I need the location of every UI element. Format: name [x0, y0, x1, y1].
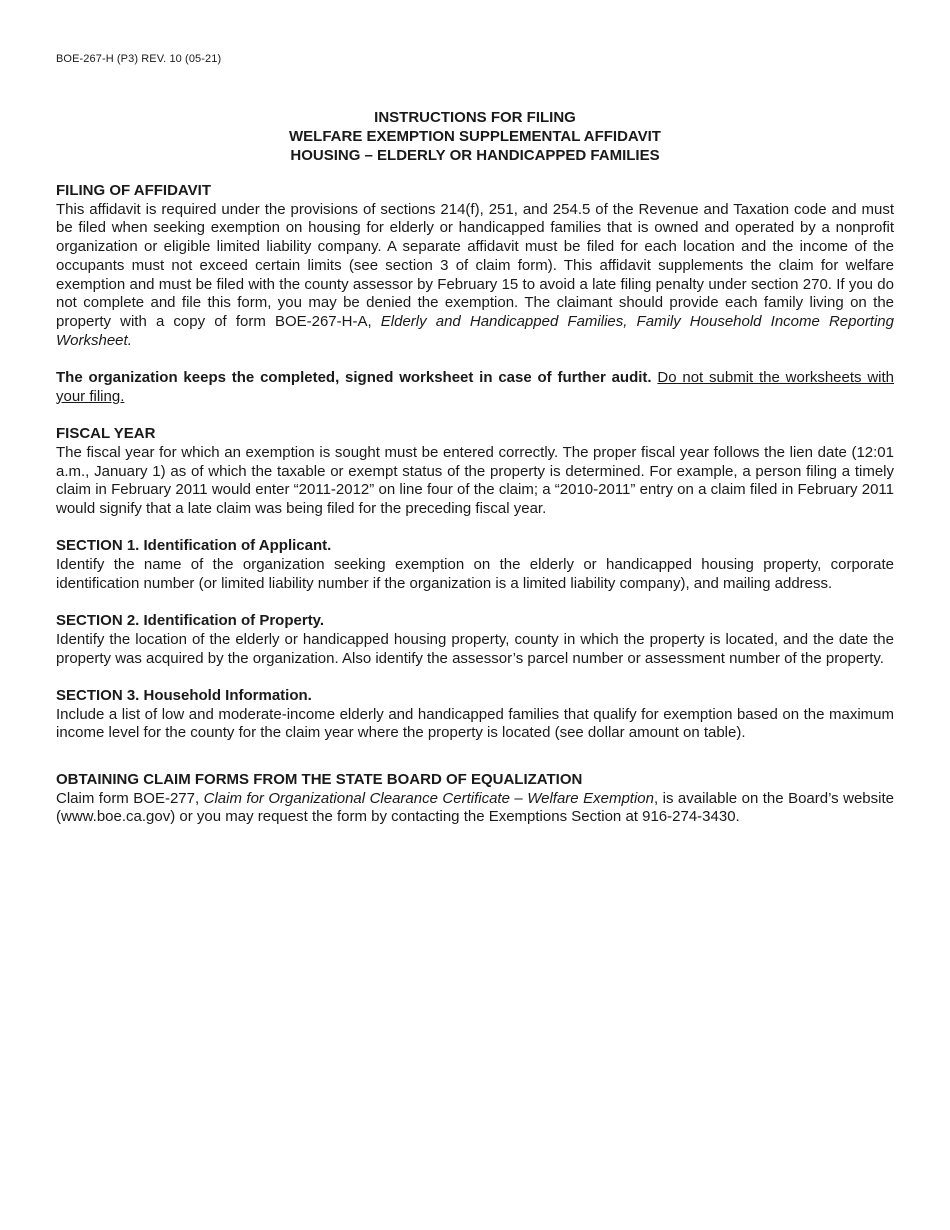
- obtaining-forms-heading: OBTAINING CLAIM FORMS FROM THE STATE BOARD OF EQUALIZATION: [56, 771, 583, 789]
- obtaining-forms-section: [56, 771, 894, 827]
- section-2: [56, 612, 894, 668]
- title-line-3: HOUSING – ELDERLY OR HANDICAPPED FAMILIES: [290, 147, 660, 164]
- filing-section: [56, 182, 894, 406]
- section-3-heading: SECTION 3. Household Information.: [56, 686, 312, 704]
- section-2-heading: SECTION 2. Identification of Property.: [56, 612, 325, 630]
- title-line-2: WELFARE EXEMPTION SUPPLEMENTAL AFFIDAVIT: [289, 128, 661, 145]
- audit-notice: [56, 369, 894, 406]
- document-title: [56, 108, 894, 165]
- filing-heading: FILING OF AFFIDAVIT: [56, 182, 211, 199]
- fiscal-year-body: The fiscal year for which an exemption is sought must be entered correctly. The proper fiscal year follows the lien date (12:01 a.m., January 1) as of which the taxable or exempt status of the property is determined. For example, a person filing a timely claim in February 2011 would enter “2011-2012” on line four of the claim; a “2010-2011” entry on a claim filed in February 2011 would signify that a late claim was being filed for the preceding fiscal year.: [56, 443, 894, 517]
- section-3: [56, 687, 894, 743]
- title-line-1: INSTRUCTIONS FOR FILING: [374, 109, 576, 126]
- obtaining-forms-body: [56, 790, 894, 827]
- filing-body-text: This affidavit is required under the provisions of sections 214(f), 251, and 254.5 of the Revenue and Taxation code and must be filed when seeking exemption on housing for elderly or handicapped families that is owned and operated by a nonprofit organization or eligible limited liability company. A separate affidavit must be filed for each location and the income of the occupants must not exceed certain limits (see section 3 of claim form). This affidavit supplements the claim for welfare exemption and must be filed with the county assessor by February 15 to avoid a late filing penalty under section 270. If you do not complete and file this form, you may be denied the exemption. The claimant should provide each family living on the property with a copy of form BOE-267-H-A,: [56, 200, 894, 330]
- fiscal-year-heading: FISCAL YEAR: [56, 425, 156, 443]
- form-id: BOE-267-H (P3) REV. 10 (05-21): [56, 53, 222, 65]
- section-1: [56, 537, 894, 593]
- document-body: [56, 182, 894, 827]
- obtaining-body-post: , is available on the Board’s website (www.boe.ca.gov) or you may request the form by contacting the Exemptions Section at 916-274-3430.: [56, 789, 894, 826]
- section-3-body: Include a list of low and moderate-income elderly and handicapped families that qualify for exemption based on the maximum income level for the county for the claim year where the property is located (see dollar amount on table).: [56, 705, 894, 742]
- section-1-body: Identify the name of the organization seeking exemption on the elderly or handicapped housing property, corporate identification number (or limited liability number if the organization is a limited liability company), and mailing address.: [56, 556, 894, 592]
- worksheet-title: Elderly and Handicapped Families, Family Household Income Reporting Worksheet.: [56, 312, 894, 349]
- obtaining-body-pre: Claim form BOE-277,: [56, 789, 204, 807]
- section-2-body: Identify the location of the elderly or handicapped housing property, county in which the property is located, and the date the property was acquired by the organization. Also identify the assessor’s parcel number or assessment number of the property.: [56, 630, 894, 667]
- section-1-heading: SECTION 1. Identification of Applicant.: [56, 537, 332, 555]
- audit-notice-bold: The organization keeps the completed, signed worksheet in case of further audit.: [56, 369, 652, 387]
- filing-body: [56, 201, 894, 351]
- claim-form-title: Claim for Organizational Clearance Certificate – Welfare Exemption: [203, 789, 654, 807]
- fiscal-year-section: [56, 425, 894, 519]
- audit-notice-underline: Do not submit the worksheets with your filing.: [56, 369, 894, 405]
